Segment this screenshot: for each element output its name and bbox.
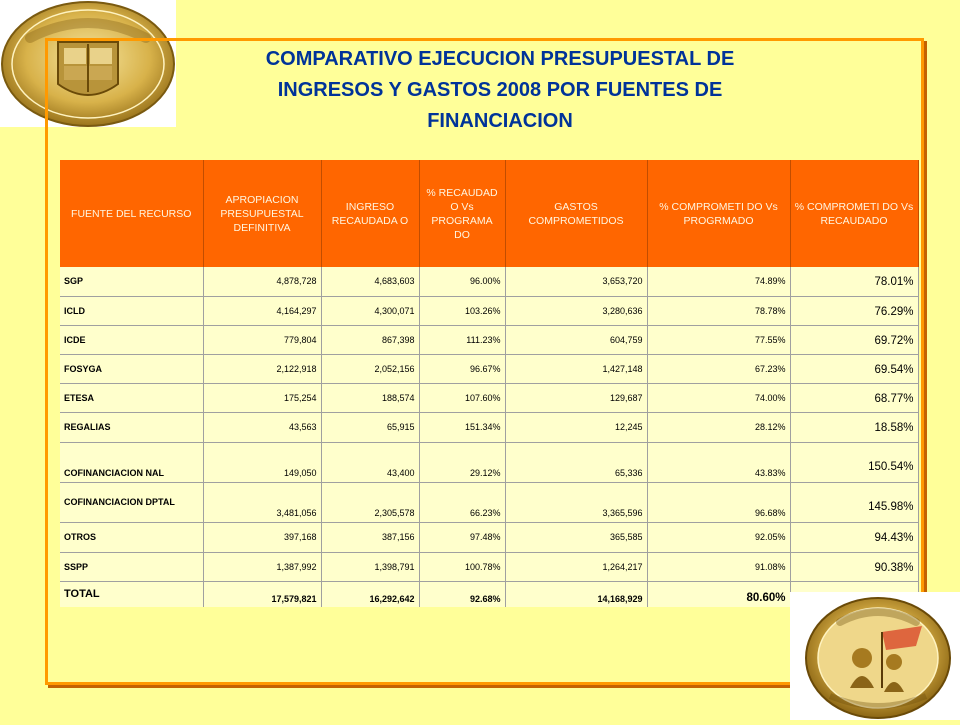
cell-apropiacion: 4,164,297: [203, 296, 321, 325]
cell-pct-rec: 69.72%: [790, 325, 918, 354]
table-row: [60, 354, 918, 383]
cell-ingreso: 4,683,603: [321, 267, 419, 296]
cell-apropiacion: 149,050: [203, 442, 321, 482]
cell-pct-rec: 150.54%: [790, 442, 918, 482]
cell-pct-prog: 28.12%: [647, 412, 790, 442]
cell-pct-prog: 92.05%: [647, 522, 790, 552]
table-header-row: [60, 160, 918, 267]
col-header-fuente: FUENTE DEL RECURSO: [60, 160, 203, 267]
cell-apropiacion: 1,387,992: [203, 552, 321, 581]
san-martin-logo-bottom-right: [790, 592, 960, 720]
table-row: [60, 383, 918, 412]
cell-ingreso: 2,052,156: [321, 354, 419, 383]
cell-apropiacion: 43,563: [203, 412, 321, 442]
cell-apropiacion: 397,168: [203, 522, 321, 552]
cell-pct-recaudado: 151.34%: [419, 412, 505, 442]
cell-ingreso: 2,305,578: [321, 482, 419, 522]
cell-fuente: ICLD: [60, 296, 203, 325]
cell-pct-rec: 90.38%: [790, 552, 918, 581]
title-line-1: COMPARATIVO EJECUCION PRESUPUESTAL DE: [265, 48, 735, 70]
cell-fuente: ICDE: [60, 325, 203, 354]
cell-pct-prog: 78.78%: [647, 296, 790, 325]
cell-fuente: SSPP: [60, 552, 203, 581]
col-header-ingreso: INGRESO RECAUDADA O: [321, 160, 419, 267]
cell-total-label: TOTAL: [60, 581, 203, 607]
table-row: [60, 412, 918, 442]
cell-total-ingreso: 16,292,642: [321, 581, 419, 607]
table-row: [60, 552, 918, 581]
cell-apropiacion: 779,804: [203, 325, 321, 354]
cell-pct-rec: 76.29%: [790, 296, 918, 325]
col-header-pct-recaudado: % RECAUDAD O Vs PROGRAMA DO: [419, 160, 505, 267]
cell-pct-recaudado: 111.23%: [419, 325, 505, 354]
table-row: [60, 522, 918, 552]
cell-total-gastos: 14,168,929: [505, 581, 647, 607]
cell-apropiacion: 2,122,918: [203, 354, 321, 383]
cell-pct-rec: 18.58%: [790, 412, 918, 442]
cell-fuente: COFINANCIACION NAL: [60, 442, 203, 482]
cell-fuente: ETESA: [60, 383, 203, 412]
cell-pct-recaudado: 29.12%: [419, 442, 505, 482]
cell-ingreso: 387,156: [321, 522, 419, 552]
cell-gastos: 3,280,636: [505, 296, 647, 325]
cell-gastos: 1,427,148: [505, 354, 647, 383]
cell-gastos: 3,653,720: [505, 267, 647, 296]
cell-gastos: 1,264,217: [505, 552, 647, 581]
cell-apropiacion: 4,878,728: [203, 267, 321, 296]
cell-pct-recaudado: 96.00%: [419, 267, 505, 296]
cell-pct-recaudado: 66.23%: [419, 482, 505, 522]
cell-pct-prog: 74.00%: [647, 383, 790, 412]
cell-fuente: FOSYGA: [60, 354, 203, 383]
col-header-gastos: GASTOS COMPROMETIDOS: [505, 160, 647, 267]
cell-total-pct-recaudado: 92.68%: [419, 581, 505, 607]
table-row: [60, 267, 918, 296]
cell-pct-rec: 69.54%: [790, 354, 918, 383]
table-row: [60, 325, 918, 354]
budget-table: [60, 160, 919, 607]
cell-pct-rec: 78.01%: [790, 267, 918, 296]
cell-fuente: COFINANCIACION DPTAL: [60, 482, 203, 522]
cell-pct-recaudado: 96.67%: [419, 354, 505, 383]
cell-total-apropiacion: 17,579,821: [203, 581, 321, 607]
table-row: [60, 442, 918, 482]
cell-gastos: 365,585: [505, 522, 647, 552]
cell-gastos: 12,245: [505, 412, 647, 442]
cell-fuente: OTROS: [60, 522, 203, 552]
cell-pct-prog: 67.23%: [647, 354, 790, 383]
cell-pct-prog: 43.83%: [647, 442, 790, 482]
cell-pct-prog: 77.55%: [647, 325, 790, 354]
cell-ingreso: 43,400: [321, 442, 419, 482]
cell-ingreso: 4,300,071: [321, 296, 419, 325]
cell-pct-recaudado: 97.48%: [419, 522, 505, 552]
cell-pct-recaudado: 107.60%: [419, 383, 505, 412]
cell-pct-rec: 94.43%: [790, 522, 918, 552]
cell-pct-prog: 96.68%: [647, 482, 790, 522]
cell-ingreso: 188,574: [321, 383, 419, 412]
cell-pct-prog: 91.08%: [647, 552, 790, 581]
cell-ingreso: 65,915: [321, 412, 419, 442]
cell-pct-prog: 74.89%: [647, 267, 790, 296]
col-header-apropiacion: APROPIACION PRESUPUESTAL DEFINITIVA: [203, 160, 321, 267]
cell-total-pct-prog: 80.60%: [647, 581, 790, 607]
page-title: [190, 44, 810, 137]
cell-apropiacion: 3,481,056: [203, 482, 321, 522]
table-row: [60, 482, 918, 522]
col-header-pct-comprometido-recaudado: % COMPROMETI DO Vs RECAUDADO: [790, 160, 918, 267]
cell-ingreso: 867,398: [321, 325, 419, 354]
cell-gastos: 65,336: [505, 442, 647, 482]
cell-gastos: 129,687: [505, 383, 647, 412]
san-martin-emblem-icon: [790, 592, 960, 720]
cell-gastos: 604,759: [505, 325, 647, 354]
table-row: [60, 296, 918, 325]
title-line-2: INGRESOS Y GASTOS 2008 POR FUENTES DE: [277, 79, 723, 101]
col-header-pct-comprometido-programado: % COMPROMETI DO Vs PROGRMADO: [647, 160, 790, 267]
cell-pct-recaudado: 100.78%: [419, 552, 505, 581]
cell-pct-recaudado: 103.26%: [419, 296, 505, 325]
cell-apropiacion: 175,254: [203, 383, 321, 412]
cell-gastos: 3,365,596: [505, 482, 647, 522]
cell-pct-rec: 68.77%: [790, 383, 918, 412]
cell-fuente: REGALIAS: [60, 412, 203, 442]
cell-pct-rec: 145.98%: [790, 482, 918, 522]
cell-fuente: SGP: [60, 267, 203, 296]
cell-ingreso: 1,398,791: [321, 552, 419, 581]
title-line-3: FINANCIACION: [427, 110, 573, 132]
